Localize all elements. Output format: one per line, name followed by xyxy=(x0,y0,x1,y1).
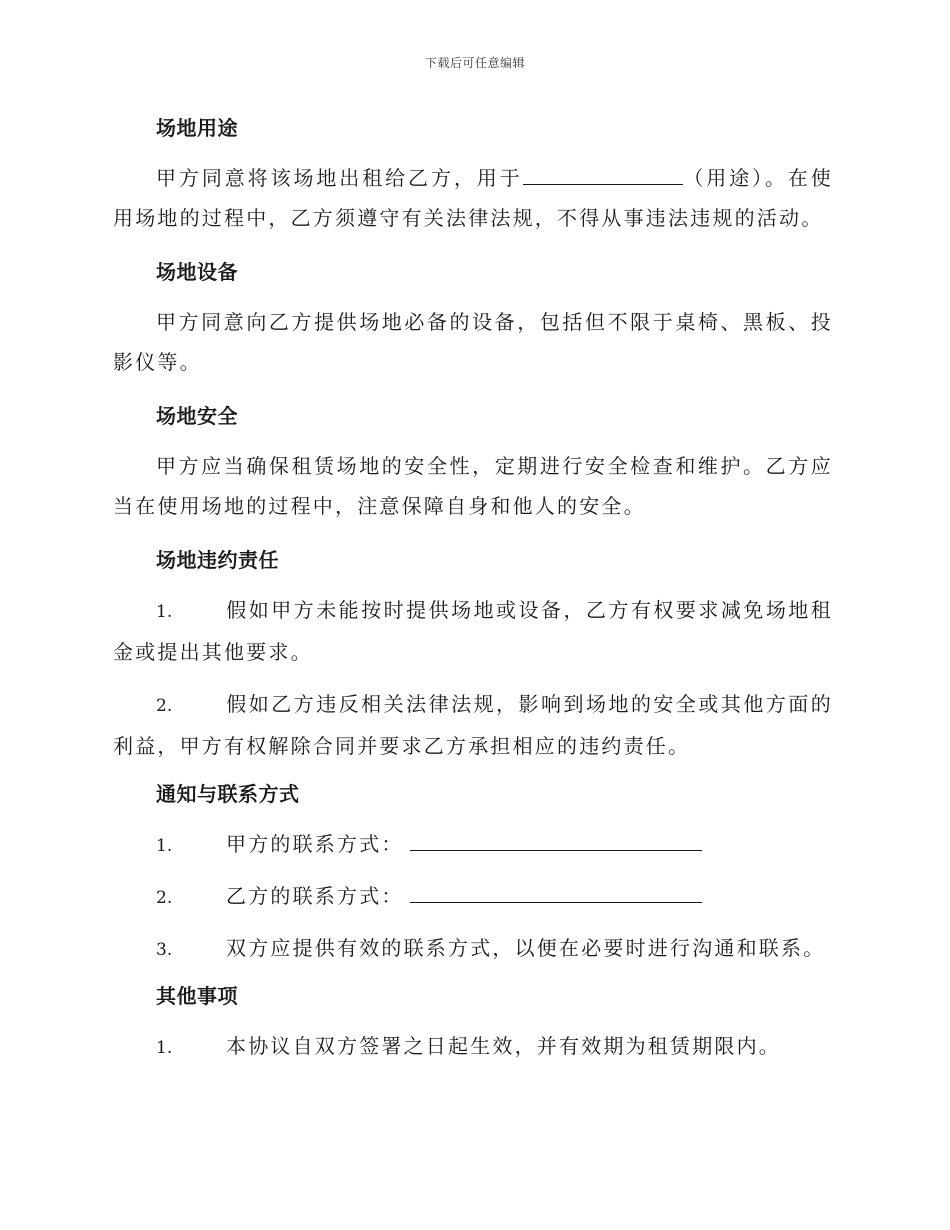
breach-item-1 xyxy=(113,590,833,672)
contact-item-2-text: 乙方的联系方式： xyxy=(226,884,404,908)
other-item-1-text: 本协议自双方签署之日起生效，并有效期为租赁期限内。 xyxy=(226,1034,781,1058)
other-item-1 xyxy=(113,1026,833,1068)
contact-item-2 xyxy=(113,876,833,918)
equipment-paragraph: 甲方同意向乙方提供场地必备的设备，包括但不限于桌椅、黑板、投影仪等。 xyxy=(113,310,833,374)
section-title-breach: 场地违约责任 xyxy=(156,548,279,572)
usage-text-before: 甲方同意将该场地出租给乙方，用于 xyxy=(156,166,523,190)
party-b-contact-blank xyxy=(410,880,702,903)
section-title-other: 其他事项 xyxy=(156,984,238,1008)
breach-item-1-text: 假如甲方未能按时提供场地或设备，乙方有权要求减免场地租金或提出其他要求。 xyxy=(113,598,833,664)
page-header: 下载后可任意编辑 xyxy=(424,56,525,70)
contact-item-1 xyxy=(113,824,833,866)
list-number: 2. xyxy=(156,696,173,716)
list-number: 1. xyxy=(156,836,173,856)
list-number: 1. xyxy=(156,602,173,622)
section-title-contact: 通知与联系方式 xyxy=(156,782,300,806)
safety-paragraph: 甲方应当确保租赁场地的安全性，定期进行安全检查和维护。乙方应当在使用场地的过程中，注意保障自身和他人的安全。 xyxy=(113,454,833,518)
section-title-safety: 场地安全 xyxy=(156,404,238,428)
section-title-equipment: 场地设备 xyxy=(156,260,238,284)
breach-item-2 xyxy=(113,684,833,766)
contact-item-1-text: 甲方的联系方式： xyxy=(226,832,404,856)
contact-item-3-text: 双方应提供有效的联系方式，以便在必要时进行沟通和联系。 xyxy=(226,936,826,960)
section-title-usage: 场地用途 xyxy=(156,116,238,140)
party-a-contact-blank xyxy=(410,828,702,851)
list-number: 1. xyxy=(156,1038,173,1058)
usage-blank-line xyxy=(523,162,683,185)
contact-item-3 xyxy=(113,928,833,970)
document-body xyxy=(113,112,833,1078)
list-number: 3. xyxy=(156,940,173,960)
usage-text-after: （用途）。在使用场地的过程中，乙方须遵守有关法律法规，不得从事违法违规的活动。 xyxy=(113,166,833,230)
breach-item-2-text: 假如乙方违反相关法律法规，影响到场地的安全或其他方面的利益，甲方有权解除合同并要求乙方承担相应的违约责任。 xyxy=(113,692,833,758)
usage-paragraph xyxy=(113,158,833,238)
list-number: 2. xyxy=(156,888,173,908)
